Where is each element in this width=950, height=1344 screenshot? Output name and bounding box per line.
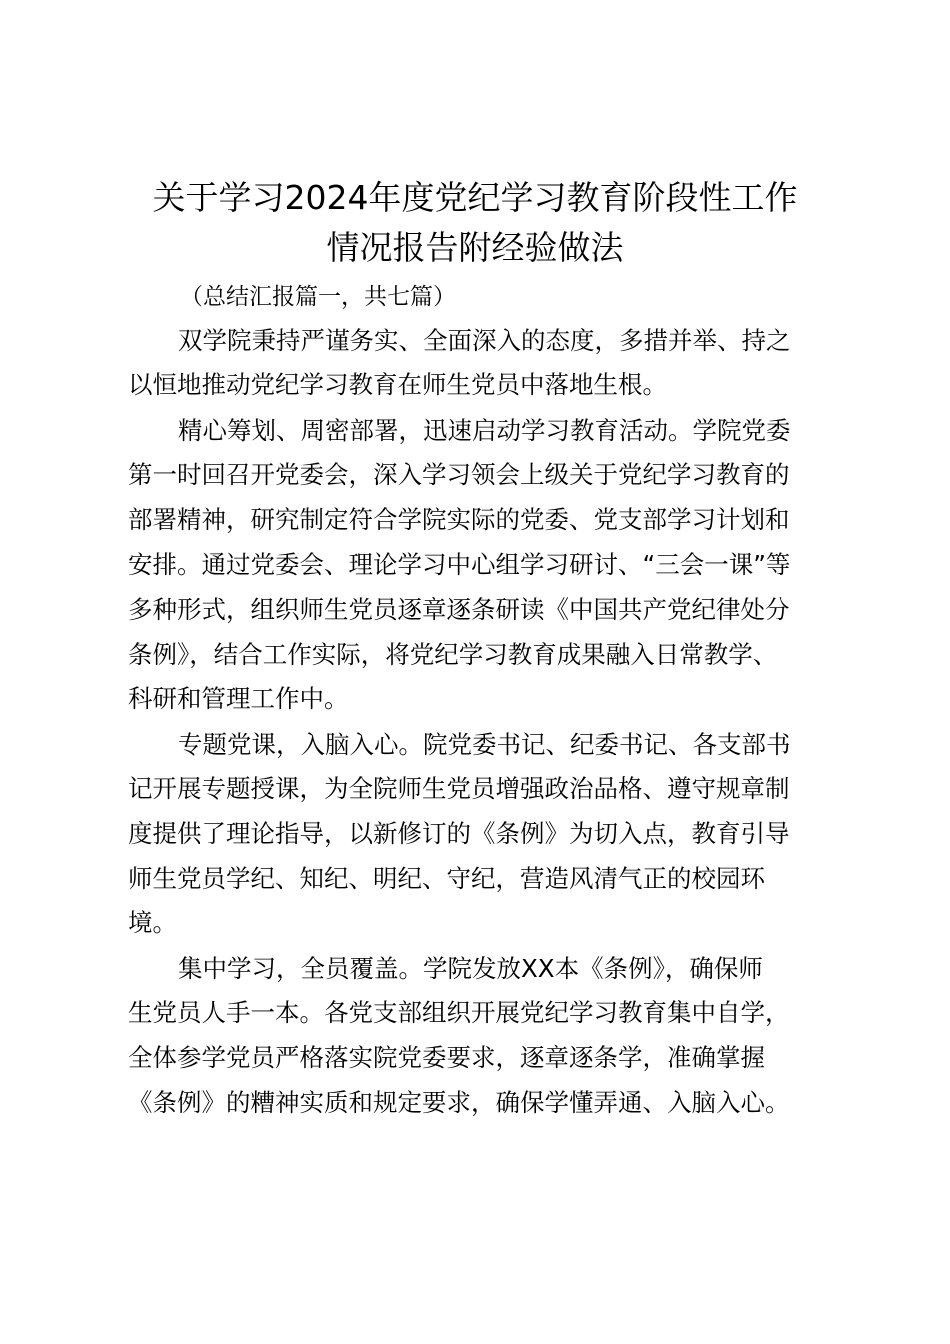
body-line: 集中学习，全员覆盖。学院发放XX本《条例》，确保师 <box>178 954 763 983</box>
body-line: 境。 <box>128 908 177 937</box>
body-line: 部署精神，研究制定符合学院实际的党委、党支部学习计划和 <box>128 505 790 534</box>
body-line: 师生党员学纪、知纪、明纪、守纪，营造风清气正的校园环 <box>128 864 765 893</box>
body-line: 科研和管理工作中。 <box>128 684 349 713</box>
body-line: 全体参学党员严格落实院党委要求，逐章逐条学，准确掌握 <box>128 1043 765 1072</box>
body-line: 安排。通过党委会、理论学习中心组学习研讨、“三会一课”等 <box>128 550 791 579</box>
body-line: 第一时回召开党委会，深入学习领会上级关于党纪学习教育的 <box>128 460 790 489</box>
body-line: 度提供了理论指导，以新修订的《条例》为切入点，教育引导 <box>128 819 790 848</box>
document-title-line-1: 关于学习2024年度党纪学习教育阶段性工作 <box>152 178 798 217</box>
document-subtitle: （总结汇报篇一，共七篇） <box>180 284 456 310</box>
body-line: 以恒地推动党纪学习教育在师生党员中落地生根。 <box>128 370 667 399</box>
body-line: 生党员人手一本。各党支部组织开展党纪学习教育集中自学， <box>128 998 790 1027</box>
document-title-line-2: 情况报告附经验做法 <box>326 228 624 267</box>
body-line: 双学院秉持严谨务实、全面深入的态度，多措并举、持之 <box>178 326 791 355</box>
body-line: 《条例》的糟神实质和规定要求，确保学懂弄通、入脑入心。 <box>128 1088 790 1117</box>
body-line: 精心筹划、周密部署，迅速启动学习教育活动。学院党委 <box>178 416 791 445</box>
body-line: 条例》，结合工作实际，将党纪学习教育成果融入日常教学、 <box>128 640 778 669</box>
body-line: 多种形式，组织师生党员逐章逐条研读《中国共产党纪律处分 <box>128 595 790 624</box>
body-line: 专题党课，入脑入心。院党委书记、纪委书记、各支部书 <box>178 730 791 759</box>
body-line: 记开展专题授课，为全院师生党员增强政治品格、遵守规章制 <box>128 774 790 803</box>
